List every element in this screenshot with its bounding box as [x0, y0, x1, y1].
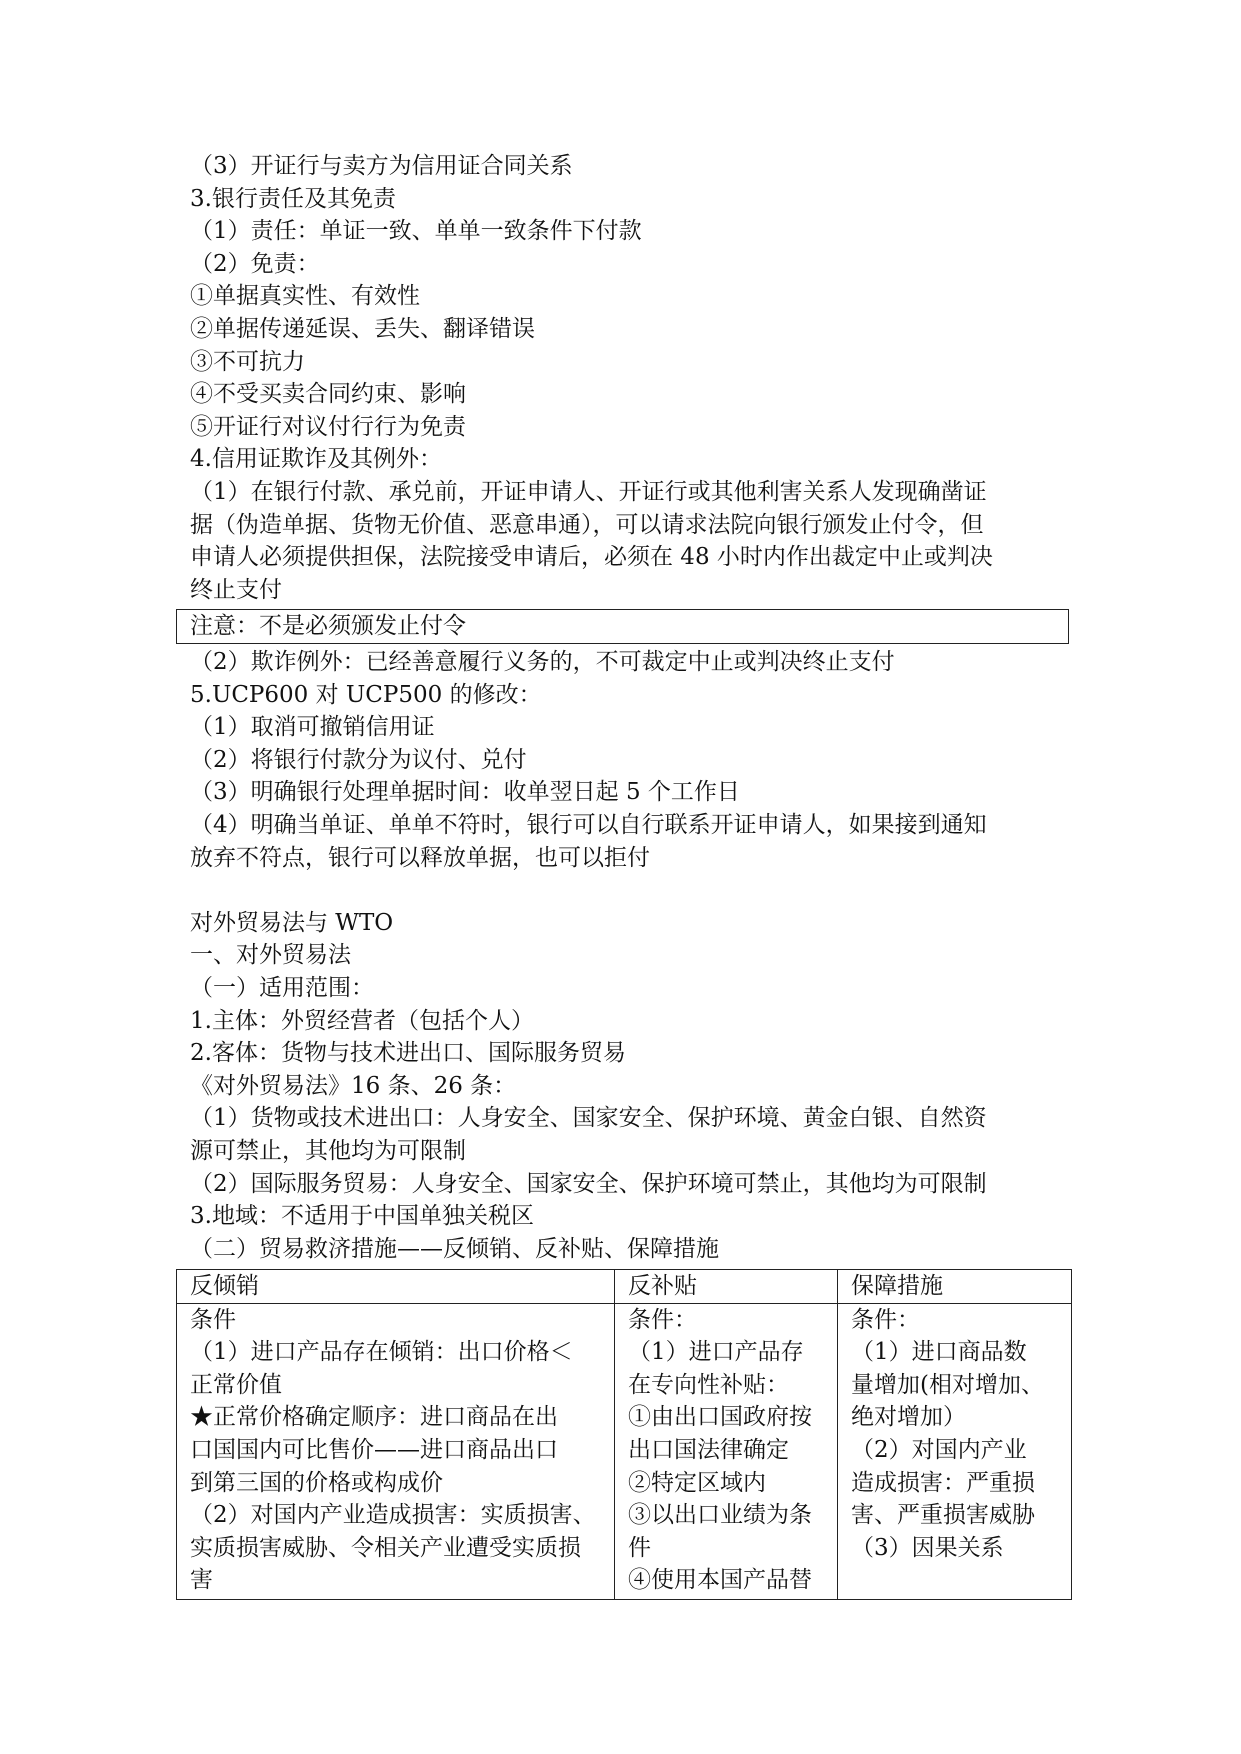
text-line: 源可禁止，其他均为可限制 — [190, 1137, 466, 1164]
chapter-title: 对外贸易法与 WTO — [190, 909, 394, 936]
text-line: （3）开证行与卖方为信用证合同关系 — [190, 153, 573, 179]
table-cell-anti-subsidy — [615, 1303, 838, 1599]
text-line: （2）免责： — [190, 250, 320, 277]
cell-line: 到第三国的价格或构成价 — [190, 1469, 443, 1496]
cell-line: 正常价值 — [190, 1371, 282, 1398]
cell-line: 条件 — [190, 1306, 236, 1333]
paragraph-line: 终止支付 — [190, 576, 282, 603]
list-item: ①单据真实性、有效性 — [190, 283, 420, 310]
cell-line: 量增加(相对增加、 — [851, 1371, 1044, 1398]
cell-line: 在专向性补贴： — [628, 1371, 789, 1398]
text-line: （1）取消可撤销信用证 — [190, 714, 435, 741]
list-item: ⑤开证行对议付行行为免责 — [190, 413, 466, 440]
table-header-cell: 保障措施 — [838, 1270, 1072, 1304]
cell-line: ①由出口国政府按 — [628, 1404, 812, 1431]
cell-line: 绝对增加） — [851, 1404, 966, 1431]
text-line: 《对外贸易法》16 条、26 条： — [190, 1072, 517, 1099]
cell-line: 口国国内可比售价——进口商品出口 — [190, 1436, 558, 1463]
table-header-row — [177, 1270, 1072, 1304]
subsection-heading: （二）贸易救济措施——反倾销、反补贴、保障措施 — [190, 1235, 719, 1262]
blank-line — [190, 874, 1070, 907]
paragraph-line: 申请人必须提供担保，法院接受申请后，必须在 48 小时内作出裁定中止或判决 — [190, 544, 993, 571]
text-line: （1）责任：单证一致、单单一致条件下付款 — [190, 218, 642, 245]
top-section — [190, 150, 1070, 606]
text-line: 1.主体：外贸经营者（包括个人） — [190, 1007, 534, 1034]
cell-line: （2）对国内产业 — [851, 1436, 1027, 1463]
cell-line: 条件： — [628, 1306, 697, 1333]
cell-line: （1）进口产品存在倾销：出口价格＜ — [190, 1339, 573, 1366]
cell-line: （1）进口产品存 — [628, 1339, 804, 1366]
cell-line: ③以出口业绩为条 — [628, 1502, 812, 1529]
text-line: 3.地域：不适用于中国单独关税区 — [190, 1203, 534, 1230]
text-line: （2）国际服务贸易：人身安全、国家安全、保护环境可禁止，其他均为可限制 — [190, 1170, 987, 1197]
cell-line: 条件： — [851, 1306, 920, 1333]
table-row — [177, 1303, 1072, 1599]
text-line: （1）货物或技术进出口：人身安全、国家安全、保护环境、黄金白银、自然资 — [190, 1105, 987, 1132]
cell-line: 害 — [190, 1567, 213, 1594]
table-header-cell: 反倾销 — [177, 1270, 615, 1304]
note-box: 注意：不是必须颁发止付令 — [176, 609, 1069, 644]
text-line: （3）明确银行处理单据时间：收单翌日起 5 个工作日 — [190, 779, 740, 806]
table-cell-anti-dumping — [177, 1303, 615, 1599]
section-heading: 4.信用证欺诈及其例外： — [190, 446, 442, 473]
cell-line: ④使用本国产品替 — [628, 1567, 812, 1594]
text-line: 2.客体：货物与技术进出口、国际服务贸易 — [190, 1040, 626, 1067]
cell-line: （1）进口商品数 — [851, 1339, 1027, 1366]
list-item: ③不可抗力 — [190, 348, 305, 375]
text-line: （2）欺诈例外：已经善意履行义务的，不可裁定中止或判决终止支付 — [190, 649, 895, 675]
trade-remedy-table — [176, 1269, 1072, 1600]
cell-line: 出口国法律确定 — [628, 1436, 789, 1463]
cell-line: 造成损害：严重损 — [851, 1469, 1035, 1496]
paragraph-line: 据（伪造单据、货物无价值、恶意串通），可以请求法院向银行颁发止付令，但 — [190, 511, 984, 538]
text-line: 放弃不符点，银行可以释放单据，也可以拒付 — [190, 844, 650, 871]
table-header-cell: 反补贴 — [615, 1270, 838, 1304]
table-cell-safeguard — [838, 1303, 1072, 1599]
cell-line: 件 — [628, 1534, 651, 1561]
cell-line: 害、严重损害威胁 — [851, 1502, 1035, 1529]
cell-line: （3）因果关系 — [851, 1534, 1004, 1561]
cell-line: ★正常价格确定顺序：进口商品在出 — [190, 1404, 558, 1431]
section-heading: 5.UCP600 对 UCP500 的修改： — [190, 681, 542, 708]
cell-line: 实质损害威胁、令相关产业遭受实质损 — [190, 1534, 581, 1561]
paragraph-line: （1）在银行付款、承兑前，开证申请人、开证行或其他利害关系人发现确凿证 — [190, 478, 987, 505]
text-line: （2）将银行付款分为议付、兑付 — [190, 746, 527, 773]
lower-section — [190, 646, 1070, 1265]
subsection-heading: （一）适用范围： — [190, 974, 374, 1001]
section-heading: 一、对外贸易法 — [190, 942, 351, 969]
list-item: ④不受买卖合同约束、影响 — [190, 381, 466, 408]
list-item: ②单据传递延误、丢失、翻译错误 — [190, 315, 535, 342]
section-heading: 3.银行责任及其免责 — [190, 185, 396, 212]
text-line: （4）明确当单证、单单不符时，银行可以自行联系开证申请人，如果接到通知 — [190, 811, 987, 838]
cell-line: （2）对国内产业造成损害：实质损害、 — [190, 1502, 596, 1529]
cell-line: ②特定区域内 — [628, 1469, 766, 1496]
